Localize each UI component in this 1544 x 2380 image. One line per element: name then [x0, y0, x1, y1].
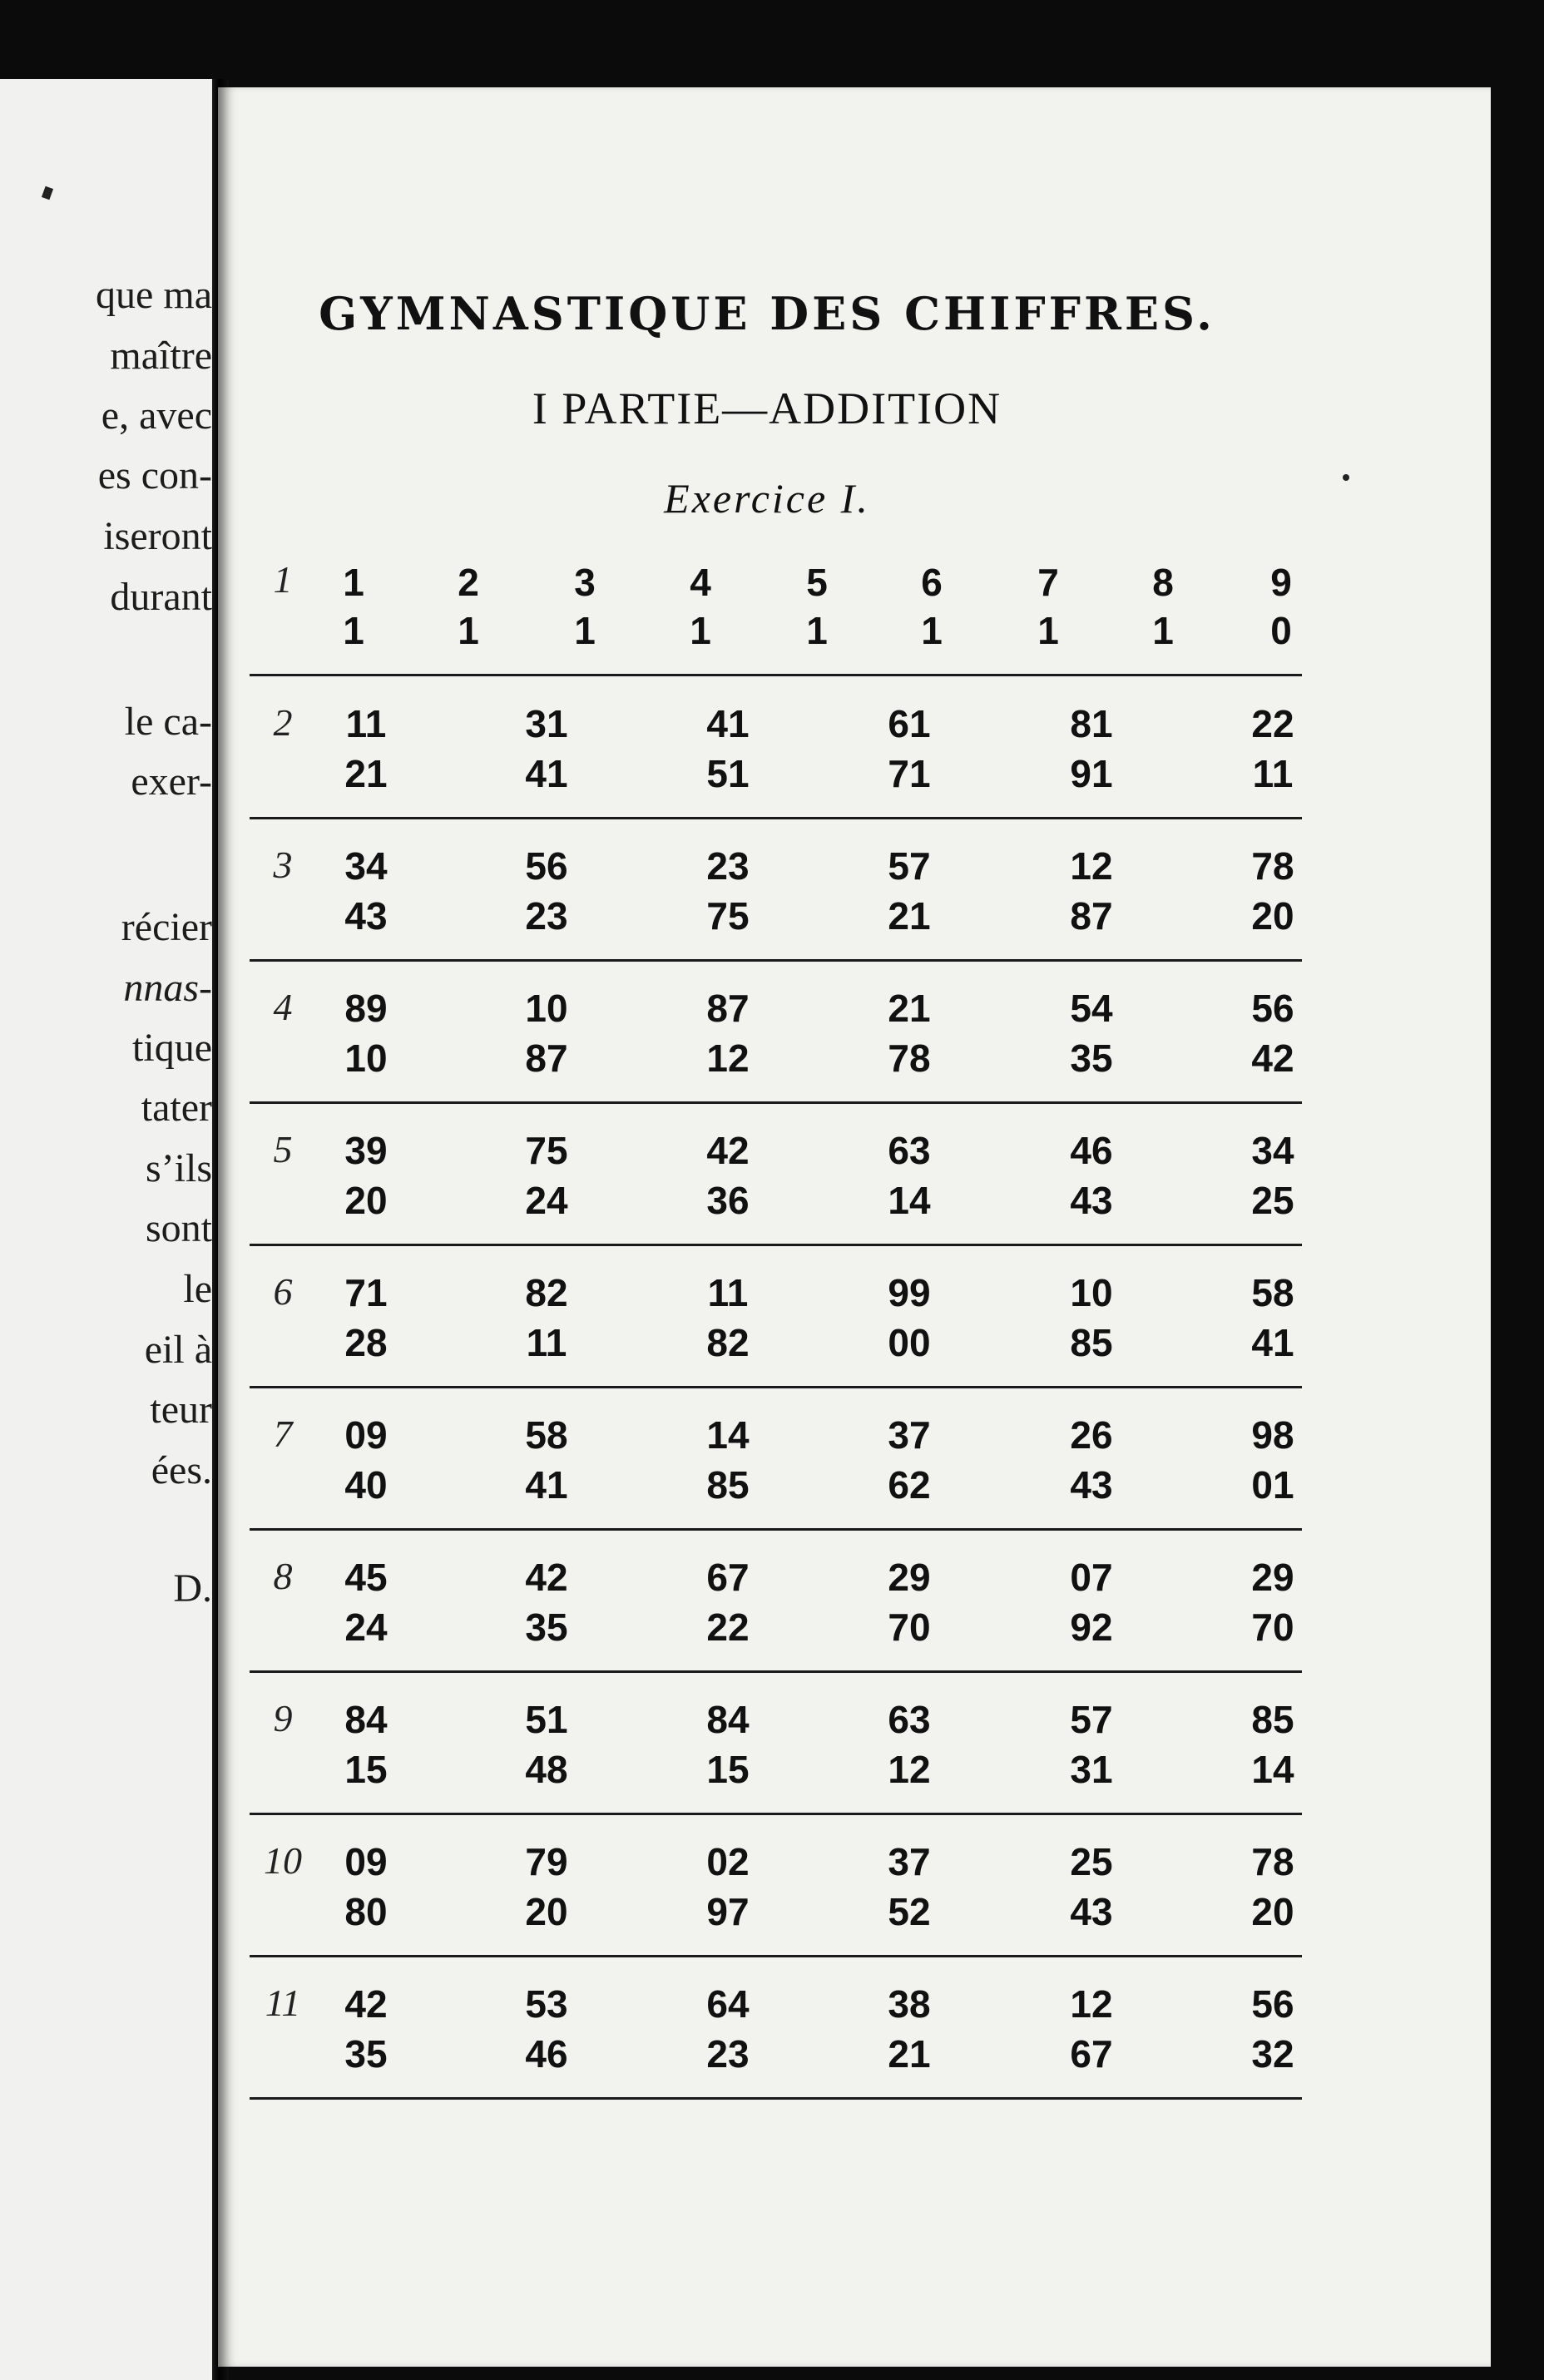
exercise-number: 62 — [888, 1463, 931, 1507]
exercise-number: 1 — [1037, 609, 1059, 652]
exercise-number: 32 — [1251, 2032, 1294, 2076]
exercise-number: 58 — [1251, 1271, 1294, 1314]
row-divider — [250, 674, 1302, 676]
exercise-number: 10 — [344, 1037, 388, 1080]
exercise-number: 09 — [344, 1840, 388, 1883]
row-number: 7 — [273, 1413, 293, 1455]
exercise-number: 20 — [1251, 1890, 1294, 1933]
exercise-number: 56 — [1251, 987, 1294, 1030]
facing-page-text-fragment: eil à — [144, 1328, 212, 1372]
exercise-number: 21 — [888, 987, 931, 1030]
exercise-number: 12 — [1070, 844, 1113, 888]
exercise-number: 53 — [525, 1982, 568, 2026]
exercise-number: 37 — [888, 1840, 931, 1883]
exercise-number: 87 — [525, 1037, 568, 1080]
row-number: 5 — [273, 1128, 293, 1170]
exercise-number: 6 — [921, 561, 943, 604]
exercise-number: 22 — [1251, 702, 1294, 745]
row-divider — [250, 1386, 1302, 1388]
exercise-number: 57 — [1070, 1698, 1113, 1741]
exercise-number: 5 — [806, 561, 828, 604]
exercise-number: 12 — [706, 1037, 750, 1080]
exercise-number: 41 — [1251, 1321, 1294, 1364]
exercise-number: 7 — [1037, 561, 1059, 604]
page-title: GYMNASTIQUE DES CHIFFRES. — [319, 287, 1215, 340]
row-number: 11 — [265, 1982, 301, 2024]
row-divider — [250, 817, 1302, 819]
exercise-number: 42 — [706, 1129, 750, 1172]
facing-page-text-fragment: durant — [110, 575, 212, 619]
exercise-number: 00 — [888, 1321, 931, 1364]
exercise-number: 43 — [1070, 1179, 1113, 1222]
exercise-number: 25 — [1070, 1840, 1113, 1883]
exercise-number: 1 — [806, 609, 828, 652]
exercise-number: 1 — [343, 561, 364, 604]
exercise-number: 23 — [706, 844, 750, 888]
exercise-number: 85 — [706, 1463, 750, 1507]
exercise-number: 85 — [1251, 1698, 1294, 1741]
exercise-number: 9 — [1270, 561, 1292, 604]
exercise-number: 10 — [1070, 1271, 1113, 1314]
exercise-number: 63 — [888, 1698, 931, 1741]
exercise-number: 12 — [1070, 1982, 1113, 2026]
exercise-number: 24 — [344, 1606, 388, 1649]
exercise-number: 63 — [888, 1129, 931, 1172]
exercise-number: 91 — [1070, 752, 1113, 795]
exercise-number: 15 — [706, 1748, 750, 1791]
row-number: 9 — [273, 1697, 293, 1739]
exercise-number: 4 — [690, 561, 711, 604]
exercise-number: 1 — [343, 609, 364, 652]
exercise-number: 15 — [344, 1748, 388, 1791]
exercise-number: 71 — [888, 752, 931, 795]
exercise-number: 78 — [1251, 1840, 1294, 1883]
facing-page-text-fragment: s’ils — [145, 1146, 212, 1190]
row-number: 2 — [273, 701, 293, 744]
exercise-number: 51 — [525, 1698, 568, 1741]
exercise-number: 78 — [1251, 844, 1294, 888]
exercise-number: 81 — [1070, 702, 1113, 745]
exercise-number: 1 — [690, 609, 711, 652]
exercise-number: 67 — [706, 1556, 750, 1599]
exercise-number: 1 — [458, 609, 479, 652]
exercise-number: 34 — [1251, 1129, 1294, 1172]
exercise-number: 21 — [344, 752, 388, 795]
exercise-number: 57 — [888, 844, 931, 888]
exercise-number: 26 — [1070, 1413, 1113, 1457]
exercise-number: 82 — [706, 1321, 750, 1364]
row-divider — [250, 1244, 1302, 1246]
exercise-number: 40 — [344, 1463, 388, 1507]
exercise-number: 98 — [1251, 1413, 1294, 1457]
exercise-number: 35 — [344, 2032, 388, 2076]
facing-page-text-fragment: e, avec — [101, 393, 212, 438]
exercise-number: 20 — [525, 1890, 568, 1933]
exercise-number: 84 — [344, 1698, 388, 1741]
row-divider — [250, 1670, 1302, 1673]
exercise-number: 75 — [525, 1129, 568, 1172]
facing-page-text-fragment: D. — [173, 1566, 212, 1611]
exercise-number: 38 — [888, 1982, 931, 2026]
exercise-number: 0 — [1270, 609, 1292, 652]
facing-page-text-fragment: tique — [132, 1026, 212, 1070]
exercise-number: 25 — [1251, 1179, 1294, 1222]
ink-mark — [42, 186, 53, 200]
page — [218, 87, 1491, 2367]
facing-page-text-fragment: sont — [145, 1206, 212, 1250]
exercise-number: 70 — [1251, 1606, 1294, 1649]
exercise-number: 75 — [706, 894, 750, 938]
exercise-number: 41 — [525, 1463, 568, 1507]
exercise-number: 22 — [706, 1606, 750, 1649]
exercise-number: 52 — [888, 1890, 931, 1933]
exercise-number: 3 — [574, 561, 596, 604]
facing-page-text-fragment: ées. — [151, 1448, 212, 1492]
exercise-number: 84 — [706, 1698, 750, 1741]
exercise-number: 1 — [574, 609, 596, 652]
exercise-number: 12 — [888, 1748, 931, 1791]
exercise-number: 48 — [525, 1748, 568, 1791]
exercise-number: 11 — [1252, 752, 1294, 795]
exercise-number: 89 — [344, 987, 388, 1030]
exercise-number: 54 — [1070, 987, 1113, 1030]
exercise-number: 92 — [1070, 1606, 1113, 1649]
exercise-number: 42 — [1251, 1037, 1294, 1080]
exercise-number: 23 — [706, 2032, 750, 2076]
exercise-number: 09 — [344, 1413, 388, 1457]
exercise-number: 02 — [706, 1840, 750, 1883]
exercise-number: 11 — [707, 1271, 749, 1314]
facing-page-fragment — [0, 79, 212, 2380]
exercise-number: 70 — [888, 1606, 931, 1649]
facing-page-text-fragment: le ca- — [124, 700, 212, 744]
exercise-number: 11 — [345, 702, 387, 745]
exercise-number: 87 — [1070, 894, 1113, 938]
row-number: 8 — [273, 1555, 293, 1597]
exercise-number: 45 — [344, 1556, 388, 1599]
exercise-number: 21 — [888, 2032, 931, 2076]
exercise-number: 39 — [344, 1129, 388, 1172]
row-number: 6 — [273, 1270, 293, 1313]
exercise-number: 85 — [1070, 1321, 1113, 1364]
row-divider — [250, 1955, 1302, 1957]
exercise-heading: Exercice I. — [664, 475, 870, 522]
exercise-number: 28 — [344, 1321, 388, 1364]
exercise-number: 29 — [1251, 1556, 1294, 1599]
exercise-number: 41 — [706, 702, 750, 745]
row-number: 3 — [273, 844, 293, 886]
row-divider — [250, 959, 1302, 962]
exercise-number: 79 — [525, 1840, 568, 1883]
facing-page-text-fragment: tater — [141, 1086, 212, 1130]
exercise-number: 10 — [525, 987, 568, 1030]
exercise-number: 42 — [525, 1556, 568, 1599]
facing-page-text-fragment: exer- — [131, 760, 212, 804]
exercise-number: 07 — [1070, 1556, 1113, 1599]
exercise-number: 20 — [1251, 894, 1294, 938]
exercise-number: 71 — [344, 1271, 388, 1314]
facing-page-text-fragment: le — [183, 1267, 212, 1311]
exercise-number: 46 — [1070, 1129, 1113, 1172]
exercise-number: 11 — [526, 1321, 567, 1364]
exercise-number: 80 — [344, 1890, 388, 1933]
speck — [1343, 474, 1349, 481]
exercise-number: 82 — [525, 1271, 568, 1314]
exercise-number: 42 — [344, 1982, 388, 2026]
exercise-number: 21 — [888, 894, 931, 938]
facing-page-text-fragment: teur — [150, 1388, 212, 1432]
exercise-number: 67 — [1070, 2032, 1113, 2076]
row-number: 1 — [273, 558, 293, 601]
exercise-number: 20 — [344, 1179, 388, 1222]
exercise-number: 64 — [706, 1982, 750, 2026]
exercise-number: 23 — [525, 894, 568, 938]
exercise-number: 2 — [458, 561, 479, 604]
exercise-number: 14 — [888, 1179, 931, 1222]
exercise-number: 58 — [525, 1413, 568, 1457]
row-divider — [250, 1813, 1302, 1815]
row-divider — [250, 2097, 1302, 2100]
exercise-number: 61 — [888, 702, 931, 745]
facing-page-text-fragment: que ma — [96, 273, 212, 317]
exercise-number: 99 — [888, 1271, 931, 1314]
exercise-number: 36 — [706, 1179, 750, 1222]
row-divider — [250, 1528, 1302, 1531]
exercise-number: 97 — [706, 1890, 750, 1933]
exercise-number: 56 — [1251, 1982, 1294, 2026]
exercise-number: 46 — [525, 2032, 568, 2076]
exercise-number: 35 — [1070, 1037, 1113, 1080]
section-heading: I PARTIE—ADDITION — [532, 383, 1002, 433]
exercise-number: 78 — [888, 1037, 931, 1080]
exercise-number: 43 — [344, 894, 388, 938]
exercise-number: 34 — [344, 844, 388, 888]
facing-page-text-fragment: maître — [110, 334, 212, 378]
exercise-number: 8 — [1152, 561, 1174, 604]
exercise-number: 14 — [706, 1413, 750, 1457]
exercise-number: 37 — [888, 1413, 931, 1457]
exercise-number: 87 — [706, 987, 750, 1030]
exercise-number: 29 — [888, 1556, 931, 1599]
exercise-number: 1 — [921, 609, 943, 652]
exercise-number: 1 — [1152, 609, 1174, 652]
facing-page-text-fragment: es con- — [97, 453, 212, 497]
facing-page-text-fragment: iseront — [103, 514, 212, 558]
exercise-number: 35 — [525, 1606, 568, 1649]
facing-page-text-fragment: récier — [121, 905, 212, 949]
exercise-number: 31 — [1070, 1748, 1113, 1791]
row-number: 4 — [273, 986, 293, 1028]
exercise-number: 31 — [525, 702, 568, 745]
exercise-number: 24 — [525, 1179, 568, 1222]
exercise-number: 43 — [1070, 1463, 1113, 1507]
exercise-number: 14 — [1251, 1748, 1294, 1791]
facing-page-text-fragment: nnas- — [123, 966, 212, 1010]
exercise-number: 01 — [1251, 1463, 1294, 1507]
row-number: 10 — [264, 1839, 302, 1882]
exercise-number: 51 — [706, 752, 750, 795]
exercise-number: 56 — [525, 844, 568, 888]
row-divider — [250, 1101, 1302, 1104]
exercise-number: 43 — [1070, 1890, 1113, 1933]
exercise-number: 41 — [525, 752, 568, 795]
